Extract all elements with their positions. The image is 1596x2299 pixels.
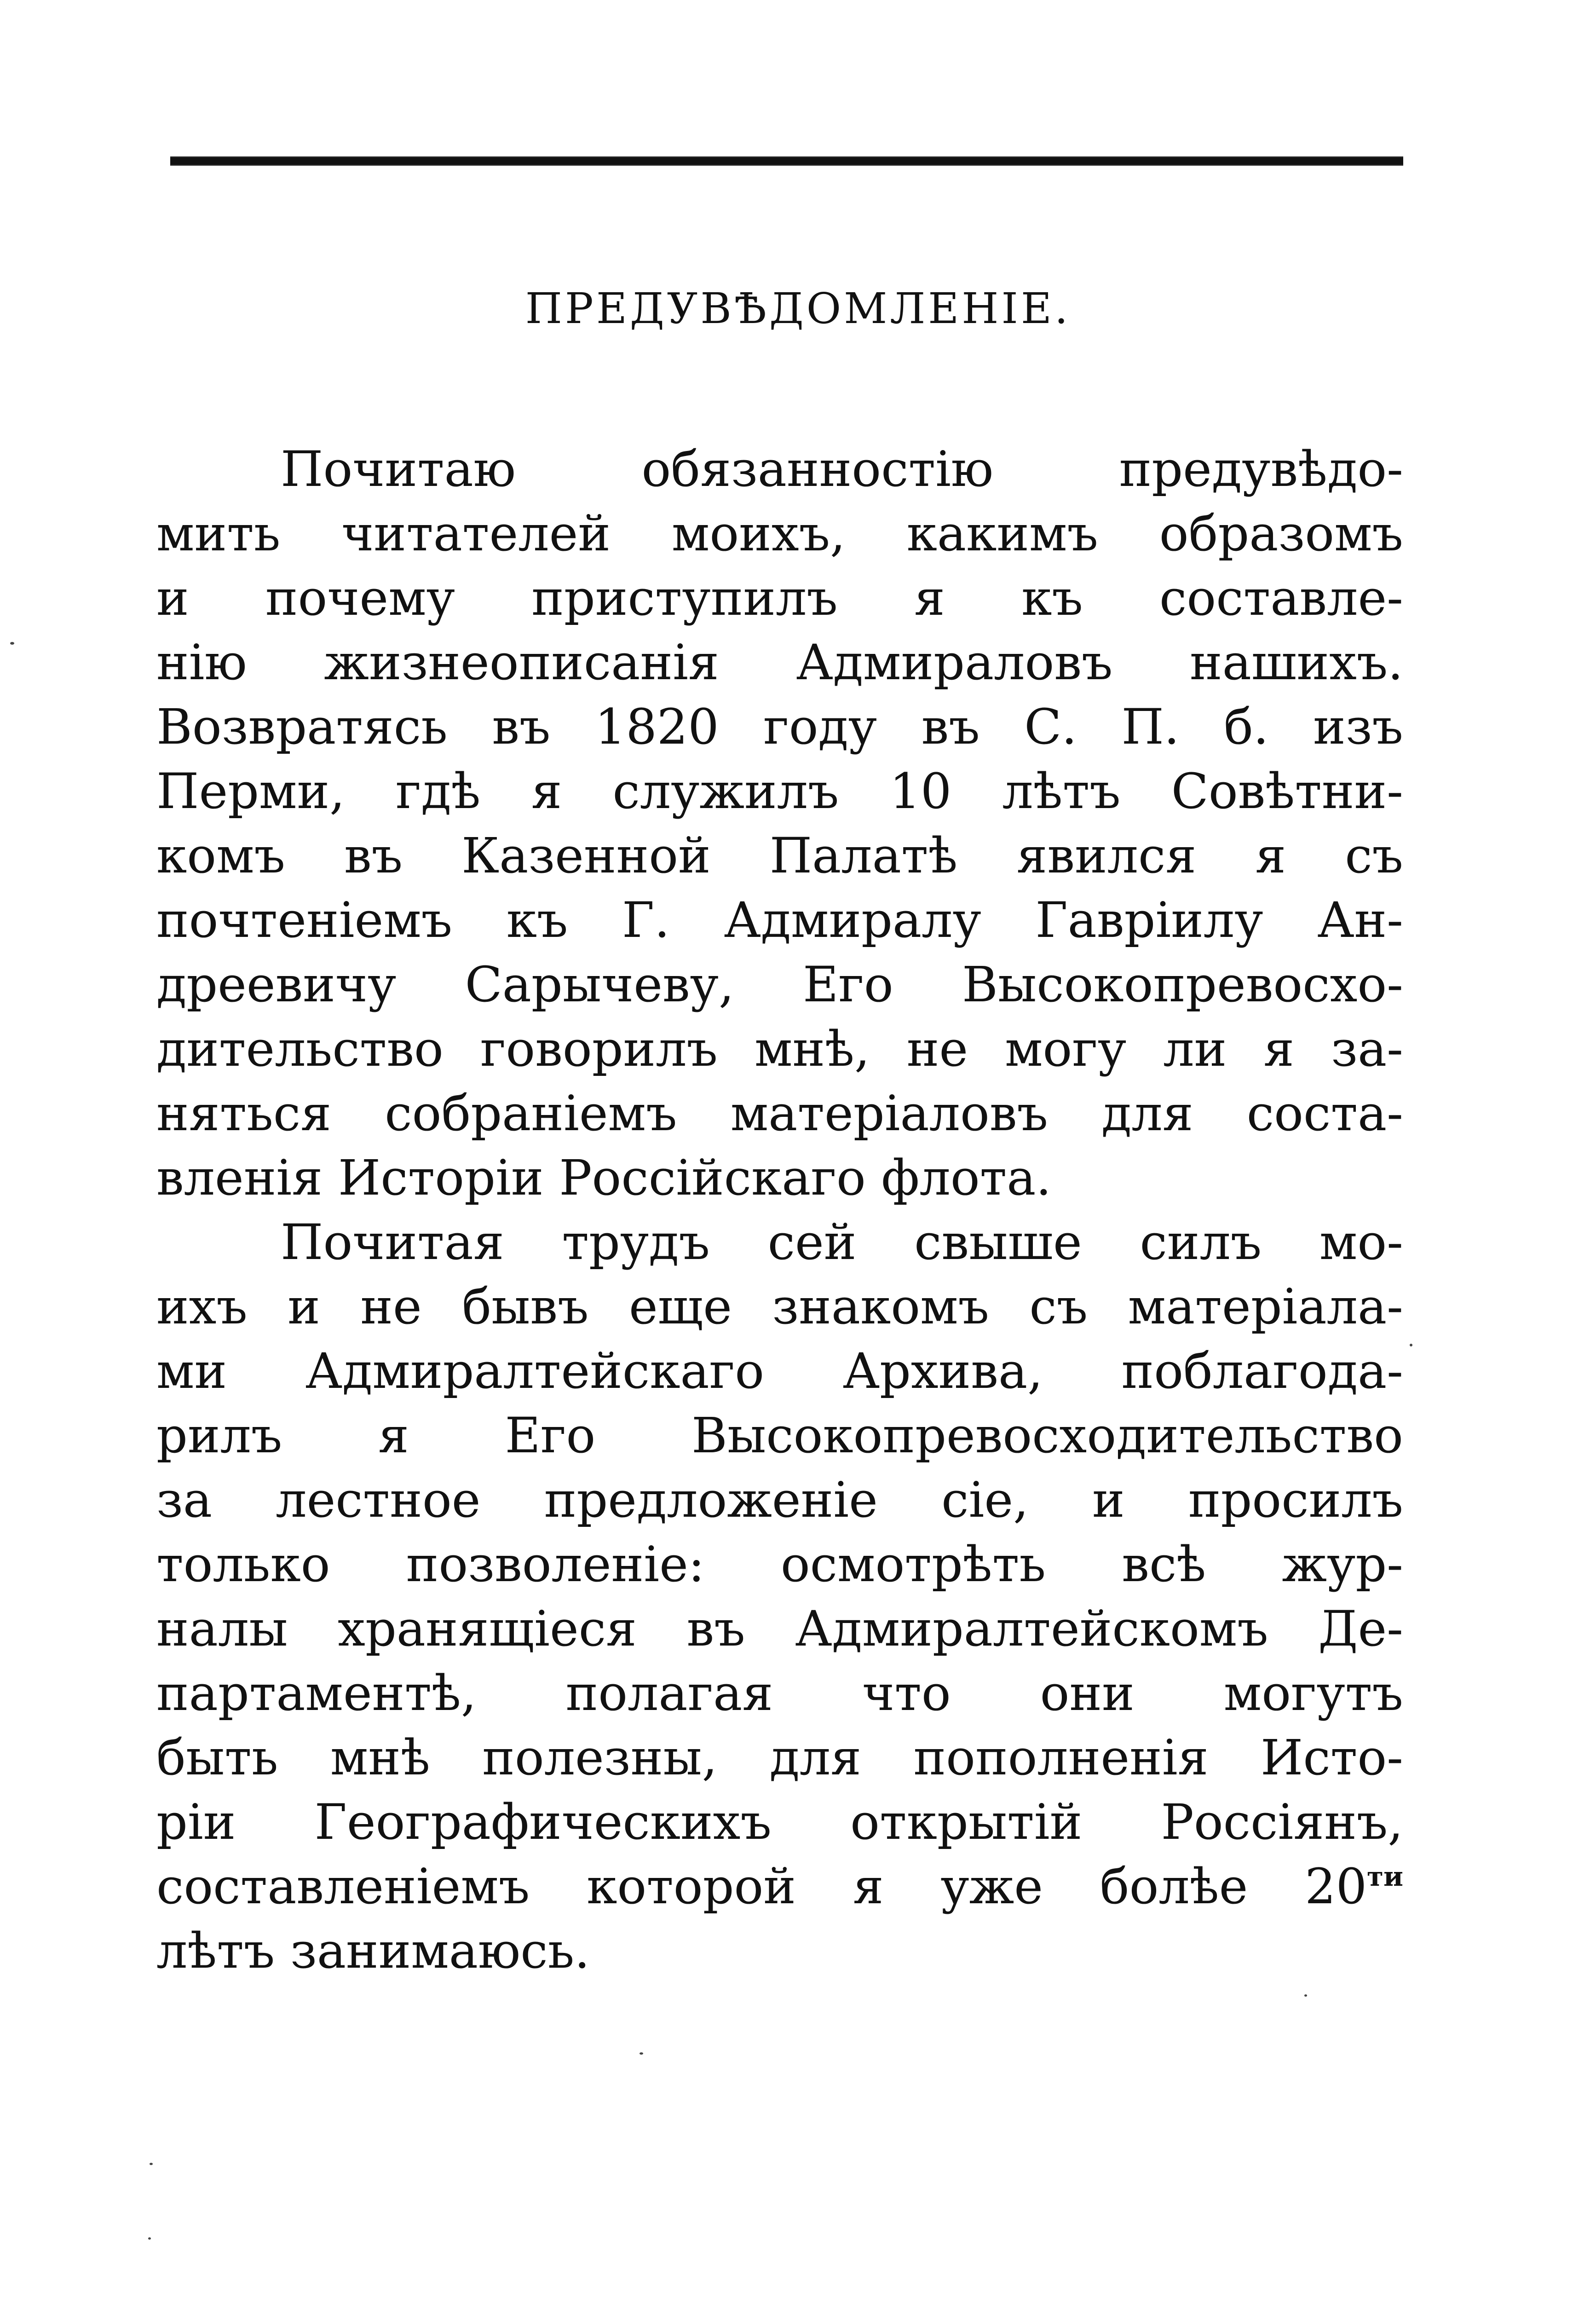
text-line: дреевичу Сарычеву, Его Высокопревосхо-	[156, 956, 1403, 1013]
body-text	[156, 437, 1403, 1983]
scan-speck	[1410, 1344, 1412, 1346]
text-line: нію жизнеописанія Адмираловъ нашихъ.	[156, 634, 1403, 691]
text-line: ми Адмиралтейскаго Архива, поблагода-	[156, 1343, 1403, 1399]
scan-speck	[10, 642, 14, 645]
text-line	[156, 1854, 1403, 1919]
text-line: только позволеніе: осмотрѣть всѣ жур-	[156, 1536, 1403, 1593]
scan-speck	[150, 2163, 153, 2165]
text-line: быть мнѣ полезны, для пополненія Исто-	[156, 1729, 1403, 1786]
text-line: почтеніемъ къ Г. Адмиралу Гавріилу Ан-	[156, 892, 1403, 948]
text-line: комъ въ Казенной Палатѣ явился я съ	[156, 827, 1403, 884]
text-line: Почитаю обязанностію предувѣдо-	[281, 441, 1403, 497]
text-line: дительство говорилъ мнѣ, не могу ли я за-	[156, 1021, 1403, 1077]
text-line: Почитая трудъ сей свыше силъ мо-	[281, 1214, 1403, 1271]
text-line: лѣтъ занимаюсь.	[156, 1923, 590, 1979]
text-line: ихъ и не бывъ еще знакомъ съ матеріала-	[156, 1278, 1403, 1335]
text-line: Возвратясь въ 1820 году въ С. П. б. изъ	[156, 699, 1403, 755]
text-line: партаментѣ, полагая что они могутъ	[156, 1665, 1403, 1721]
scan-speck	[148, 2237, 151, 2240]
text-line: рилъ я Его Высокопревосходительство	[156, 1407, 1403, 1464]
text-line: и почему приступилъ я къ составле-	[156, 570, 1403, 626]
text-line: Перми, гдѣ я служилъ 10 лѣтъ Совѣтни-	[156, 763, 1403, 820]
text-line: за лестное предложеніе сіе, и просилъ	[156, 1472, 1403, 1528]
text-line: мить читателей моихъ, какимъ образомъ	[156, 505, 1403, 562]
top-rule	[170, 158, 1403, 164]
ordinal-superscript: ти	[1367, 1861, 1403, 1892]
text-line-main: составленіемъ которой я уже болѣе 20	[156, 1858, 1367, 1915]
scan-speck	[640, 2052, 643, 2055]
scan-speck	[1304, 1994, 1307, 1997]
text-line: ріи Географическихъ открытій Россіянъ,	[156, 1794, 1403, 1850]
text-line: няться собраніемъ матеріаловъ для соста-	[156, 1085, 1403, 1142]
page-heading: ПРЕДУВѢДОМЛЕНІЕ.	[525, 284, 1071, 333]
text-line: налы хранящіеся въ Адмиралтейскомъ Де-	[156, 1600, 1403, 1657]
text-line: вленія Исторіи Россійскаго флота.	[156, 1150, 1052, 1206]
